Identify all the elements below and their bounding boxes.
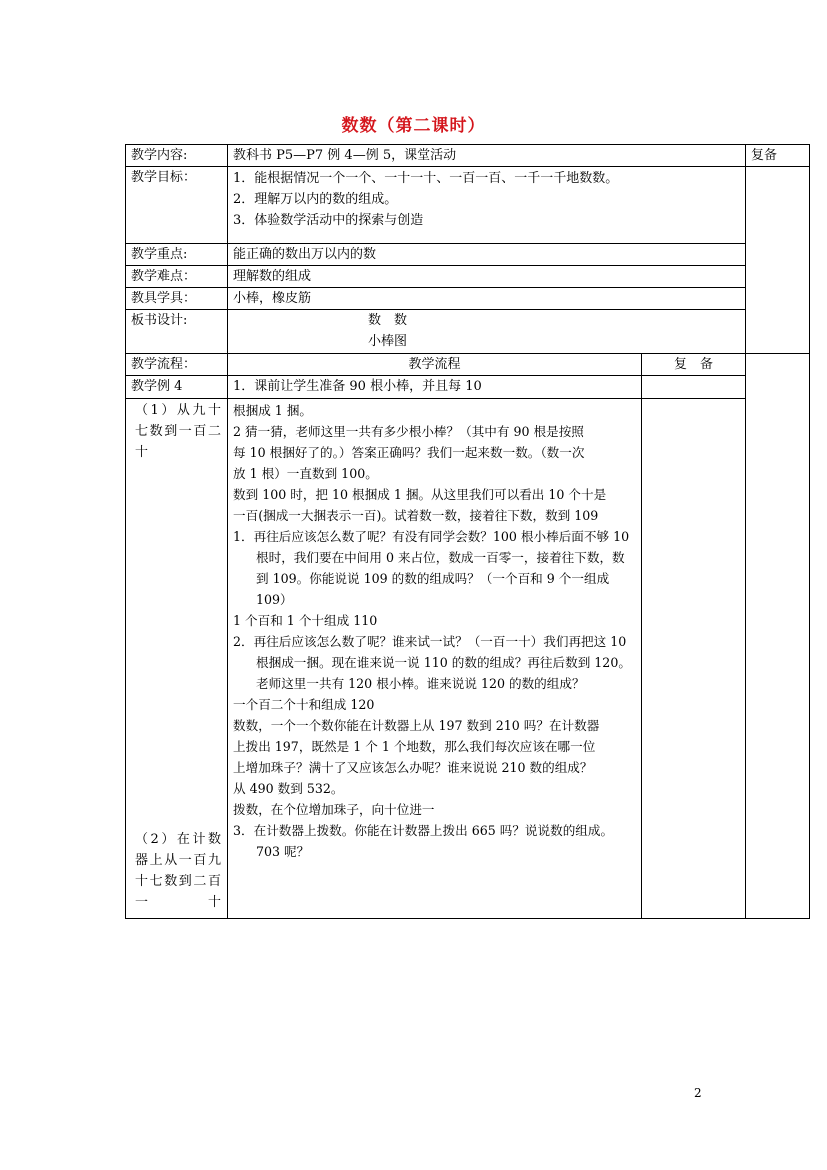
label-difficulty: 教学难点： xyxy=(126,266,228,288)
process-step: 1．再往后应该怎么数了呢？有没有同学会数？100 根小棒后面不够 10 根时，我们要在中间用 0 来占位，数成一百零一，接着往下数，数到 109。你能说说 109 的数的组成吗？（一个百和 9 个一组成 109） xyxy=(233,529,630,607)
review-column-top xyxy=(746,167,810,354)
process-line: 上拨出 197，既然是 1 个 1 个地数，那么我们每次应该在哪一位 xyxy=(233,739,596,754)
label-teaching-content: 教学内容: xyxy=(126,145,228,167)
board-stick-diagram: 小棒图 xyxy=(368,334,408,349)
page-title: 数数（第二课时） xyxy=(341,116,486,136)
review-example-4 xyxy=(642,376,746,399)
process-line: 放 1 根）一直数到 100。 xyxy=(233,466,378,481)
value-key-point: 能正确的数出万以内的数 xyxy=(228,244,746,266)
value-teaching-goals xyxy=(228,167,746,244)
process-line: 根捆成 1 捆。 xyxy=(233,403,312,418)
review-column-bottom xyxy=(746,354,810,919)
header-teaching-flow: 教学流程 xyxy=(228,354,642,376)
value-example-4: 1．课前让学生准备 90 根小棒，并且每 10 xyxy=(228,376,642,399)
process-step: 2．再往后应该怎么数了呢？谁来试一试？（一百一十）我们再把这 10 根捆成一捆。现在谁来说一说 110 的数的组成？再往后数到 120。老师这里一共有 120 根小棒。谁来说说 120 的数的组成？ xyxy=(233,634,631,691)
row-board-design xyxy=(126,310,810,354)
label-tools: 教具学具： xyxy=(126,288,228,310)
goal-item: 1．能根据情况一个一个、一十一十、一百一百、一千一千地数数。 xyxy=(233,171,619,186)
page-number: 2 xyxy=(694,1086,702,1100)
row-example-4 xyxy=(126,376,810,399)
label-board-design: 板书设计: xyxy=(126,310,228,354)
step-label-2: （2）在计数器上从一百九十七数到二百一十 xyxy=(135,832,221,910)
row-key-point xyxy=(126,244,810,266)
row-tools xyxy=(126,288,810,310)
lesson-plan-table xyxy=(125,144,810,919)
process-line: 一百(捆成一大捆表示一百)。试着数一数，接着往下数，数到 109 xyxy=(233,508,599,523)
main-process-text xyxy=(228,399,642,919)
row-difficulty xyxy=(126,266,810,288)
value-teaching-content: 教科书 P5—P7 例 4—例 5，课堂活动 xyxy=(228,145,746,167)
goal-item: 3．体验数学活动中的探索与创造 xyxy=(233,213,424,228)
process-step: 3．在计数器上拨数。你能在计数器上拨出 665 吗？说说数的组成。703 呢？ xyxy=(233,823,614,859)
process-line: 1 个百和 1 个十组成 110 xyxy=(233,613,378,628)
process-line: 上增加珠子？满十了又应该怎么办呢？谁来说说 210 数的组成？ xyxy=(233,760,593,775)
goal-item: 2．理解万以内的数的组成。 xyxy=(233,192,398,207)
process-line: 数到 100 时，把 10 根捆成 1 捆。从这里我们可以看出 10 个十是 xyxy=(233,487,607,502)
row-teaching-goals xyxy=(126,167,810,244)
process-line: 数数，一个一个数你能在计数器上从 197 数到 210 吗？在计数器 xyxy=(233,718,600,733)
label-key-point: 教学重点: xyxy=(126,244,228,266)
value-tools: 小棒，橡皮筋 xyxy=(228,288,746,310)
label-teaching-goals: 教学目标： xyxy=(126,167,228,244)
step-label-1: （1）从九十七数到一百二十 xyxy=(135,403,221,460)
process-line: 2 猜一猜，老师这里一共有多少根小棒？（其中有 90 根是按照 xyxy=(233,424,584,439)
process-line: 一个百二个十和组成 120 xyxy=(233,697,375,712)
note-review: 复备 xyxy=(746,145,810,167)
process-line: 每 10 根捆好了的。）答案正确吗？我们一起来数一数。（数一次 xyxy=(233,445,585,460)
board-title: 数 数 xyxy=(368,313,408,328)
label-example-4: 教学例 4 xyxy=(126,376,228,399)
process-line: 拨数，在个位增加珠子，向十位进一 xyxy=(233,802,435,817)
process-line: 从 490 数到 532。 xyxy=(233,781,344,796)
main-left-labels xyxy=(126,399,228,919)
row-main-process xyxy=(126,399,810,919)
header-review: 复 备 xyxy=(642,354,746,376)
value-board-design xyxy=(228,310,746,354)
row-flow-header xyxy=(126,354,810,376)
label-flow: 教学流程： xyxy=(126,354,228,376)
value-difficulty: 理解数的组成 xyxy=(228,266,746,288)
review-main-process xyxy=(642,399,746,919)
row-teaching-content xyxy=(126,145,810,167)
